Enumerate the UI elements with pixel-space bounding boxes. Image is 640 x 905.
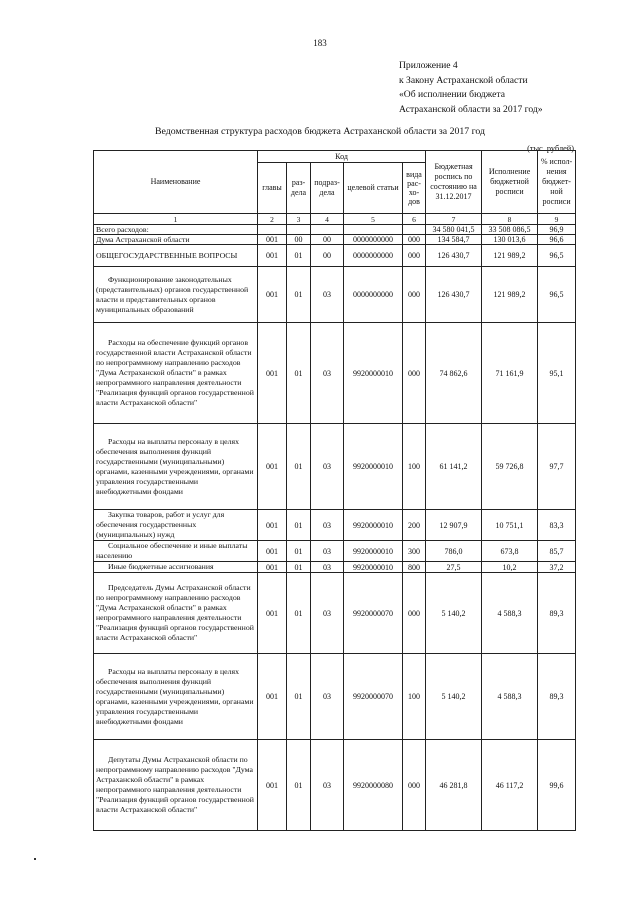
cell-tselevaya: 9920000070 [344, 573, 403, 654]
cell-ispolnenie: 10,2 [482, 562, 538, 573]
cell-rospis: 134 584,7 [426, 235, 482, 245]
cell-razdel: 01 [287, 562, 311, 573]
header-rospis: Бюджетная роспись по состоянию на 31.12.2017 [426, 151, 482, 214]
cell-vid: 000 [403, 267, 426, 323]
cell-glava: 001 [258, 541, 287, 562]
cell-razdel: 01 [287, 245, 311, 267]
cell-podrazdel: 03 [311, 654, 344, 740]
cell-percent: 96,5 [538, 267, 576, 323]
cell-percent: 95,1 [538, 323, 576, 424]
cell-percent: 37,2 [538, 562, 576, 573]
cell-razdel: 01 [287, 573, 311, 654]
cell-tselevaya: 0000000000 [344, 235, 403, 245]
cell-podrazdel: 00 [311, 235, 344, 245]
header-ispolnenie: Исполнение бюджетной росписи [482, 151, 538, 214]
appendix-block [399, 59, 543, 117]
header-razdel: раз- дела [287, 163, 311, 214]
cell-vid: 000 [403, 245, 426, 267]
cell-vid: 100 [403, 654, 426, 740]
header-vid: вида рас- хо- дов [403, 163, 426, 214]
cell-ispolnenie: 4 588,3 [482, 573, 538, 654]
cell-tselevaya: 9920000010 [344, 323, 403, 424]
cell-glava: 001 [258, 323, 287, 424]
table-row [94, 562, 576, 573]
cell-podrazdel: 03 [311, 562, 344, 573]
cell-rospis: 34 580 041,5 [426, 225, 482, 235]
column-number: 6 [403, 214, 426, 225]
cell-glava: 001 [258, 740, 287, 831]
cell-glava [258, 225, 287, 235]
table-row [94, 235, 576, 245]
header-code: Код [258, 151, 426, 163]
cell-tselevaya: 9920000010 [344, 541, 403, 562]
row-name: Расходы на обеспечение функций органов государственной власти Астраханской области по непрограммному направлению расходов "Дума Астраханской области" в рамках непрограммного направления деятельности "Реализация функций органов государственной власти Астраханской области" [94, 323, 258, 424]
cell-podrazdel: 03 [311, 323, 344, 424]
column-number: 2 [258, 214, 287, 225]
cell-vid: 000 [403, 740, 426, 831]
page-number: 183 [313, 38, 327, 48]
cell-tselevaya [344, 225, 403, 235]
row-name: Расходы на выплаты персоналу в целях обеспечения выполнения функций государственными (муниципальными) органами, казенными учреждениями, органами управления государственными внебюджетными фондами [94, 654, 258, 740]
row-name: Депутаты Думы Астраханской области по непрограммному направлению расходов "Дума Астраханской области" в рамках непрограммного направления деятельности "Реализация функций органов государственной власти Астраханской области" [94, 740, 258, 831]
cell-razdel: 01 [287, 424, 311, 510]
cell-rospis: 5 140,2 [426, 654, 482, 740]
cell-podrazdel: 03 [311, 573, 344, 654]
cell-rospis: 12 907,9 [426, 510, 482, 541]
column-number: 5 [344, 214, 403, 225]
cell-ispolnenie: 10 751,1 [482, 510, 538, 541]
cell-vid: 000 [403, 573, 426, 654]
cell-razdel: 01 [287, 654, 311, 740]
row-name: Председатель Думы Астраханской области по непрограммному направлению расходов "Дума Астраханской области" в рамках непрограммного направления деятельности "Реализация функций органов государственной власти Астраханской области" [94, 573, 258, 654]
cell-podrazdel: 03 [311, 740, 344, 831]
column-number: 4 [311, 214, 344, 225]
column-number: 7 [426, 214, 482, 225]
appendix-line: к Закону Астраханской области [399, 74, 528, 86]
column-number: 1 [94, 214, 258, 225]
table-row [94, 225, 576, 235]
cell-razdel: 00 [287, 235, 311, 245]
cell-rospis: 126 430,7 [426, 245, 482, 267]
cell-percent: 89,3 [538, 573, 576, 654]
cell-percent: 89,3 [538, 654, 576, 740]
cell-tselevaya: 9920000010 [344, 510, 403, 541]
cell-percent: 96,9 [538, 225, 576, 235]
table-row [94, 740, 576, 831]
cell-percent: 97,7 [538, 424, 576, 510]
cell-razdel: 01 [287, 267, 311, 323]
cell-percent: 96,5 [538, 245, 576, 267]
cell-glava: 001 [258, 267, 287, 323]
cell-percent: 83,3 [538, 510, 576, 541]
row-name: Социальное обеспечение и иные выплаты населению [94, 541, 258, 562]
cell-percent: 96,6 [538, 235, 576, 245]
scan-speck [34, 858, 36, 860]
cell-tselevaya: 9920000080 [344, 740, 403, 831]
cell-rospis: 46 281,8 [426, 740, 482, 831]
cell-vid: 200 [403, 510, 426, 541]
cell-vid [403, 225, 426, 235]
cell-tselevaya: 0000000000 [344, 245, 403, 267]
cell-razdel: 01 [287, 740, 311, 831]
cell-razdel: 01 [287, 510, 311, 541]
document-title: Ведомственная структура расходов бюджета Астраханской области за 2017 год [155, 126, 485, 137]
cell-vid: 000 [403, 235, 426, 245]
appendix-line: Приложение 4 [399, 60, 458, 71]
cell-podrazdel: 00 [311, 245, 344, 267]
header-podrazdel: подраз- дела [311, 163, 344, 214]
cell-razdel: 01 [287, 323, 311, 424]
appendix-line: Астраханской области за 2017 год» [399, 103, 543, 115]
cell-ispolnenie: 33 508 086,5 [482, 225, 538, 235]
cell-glava: 001 [258, 573, 287, 654]
cell-percent: 99,6 [538, 740, 576, 831]
cell-rospis: 5 140,2 [426, 573, 482, 654]
row-name: Иные бюджетные ассигнования [94, 562, 258, 573]
cell-tselevaya: 0000000000 [344, 267, 403, 323]
cell-glava: 001 [258, 235, 287, 245]
cell-percent: 85,7 [538, 541, 576, 562]
cell-vid: 000 [403, 323, 426, 424]
row-name: Всего расходов: [94, 225, 258, 235]
cell-rospis: 786,0 [426, 541, 482, 562]
header-percent: % испол- нения бюджет- ной росписи [538, 151, 576, 214]
cell-glava: 001 [258, 562, 287, 573]
cell-podrazdel: 03 [311, 510, 344, 541]
cell-razdel [287, 225, 311, 235]
cell-razdel: 01 [287, 541, 311, 562]
table-row [94, 654, 576, 740]
appendix-line: «Об исполнении бюджета [399, 89, 505, 100]
cell-glava: 001 [258, 654, 287, 740]
cell-ispolnenie: 121 989,2 [482, 267, 538, 323]
row-name: Закупка товаров, работ и услуг для обеспечения государственных (муниципальных) нужд [94, 510, 258, 541]
unit-note: (тыс. рублей) [527, 144, 574, 153]
row-name: Дума Астраханской области [94, 235, 258, 245]
cell-ispolnenie: 4 588,3 [482, 654, 538, 740]
cell-tselevaya: 9920000010 [344, 424, 403, 510]
header-tselevaya: целевой статьи [344, 163, 403, 214]
header-glava: главы [258, 163, 287, 214]
cell-tselevaya: 9920000070 [344, 654, 403, 740]
cell-ispolnenie: 59 726,8 [482, 424, 538, 510]
table-row [94, 323, 576, 424]
cell-glava: 001 [258, 424, 287, 510]
row-name: ОБЩЕГОСУДАРСТВЕННЫЕ ВОПРОСЫ [94, 245, 258, 267]
table-row [94, 267, 576, 323]
cell-podrazdel: 03 [311, 267, 344, 323]
cell-vid: 800 [403, 562, 426, 573]
cell-ispolnenie: 673,8 [482, 541, 538, 562]
row-name: Функционирование законодательных (представительных) органов государственной власти и представительных органов муниципальных образований [94, 267, 258, 323]
cell-rospis: 126 430,7 [426, 267, 482, 323]
header-name: Наименование [94, 151, 258, 214]
column-number-row [94, 214, 576, 225]
cell-podrazdel: 03 [311, 424, 344, 510]
column-number: 9 [538, 214, 576, 225]
cell-ispolnenie: 46 117,2 [482, 740, 538, 831]
table-row [94, 573, 576, 654]
cell-podrazdel [311, 225, 344, 235]
column-number: 8 [482, 214, 538, 225]
cell-vid: 100 [403, 424, 426, 510]
cell-glava: 001 [258, 510, 287, 541]
cell-podrazdel: 03 [311, 541, 344, 562]
header-row [94, 151, 576, 163]
cell-vid: 300 [403, 541, 426, 562]
cell-ispolnenie: 121 989,2 [482, 245, 538, 267]
column-number: 3 [287, 214, 311, 225]
table-row [94, 541, 576, 562]
cell-ispolnenie: 130 013,6 [482, 235, 538, 245]
table-row [94, 245, 576, 267]
cell-rospis: 61 141,2 [426, 424, 482, 510]
table-row [94, 424, 576, 510]
table-row [94, 510, 576, 541]
budget-table [93, 150, 576, 831]
cell-rospis: 74 862,6 [426, 323, 482, 424]
cell-tselevaya: 9920000010 [344, 562, 403, 573]
cell-glava: 001 [258, 245, 287, 267]
cell-ispolnenie: 71 161,9 [482, 323, 538, 424]
cell-rospis: 27,5 [426, 562, 482, 573]
row-name: Расходы на выплаты персоналу в целях обеспечения выполнения функций государственными (муниципальными) органами, казенными учреждениями, органами управления государственными внебюджетными фондами [94, 424, 258, 510]
